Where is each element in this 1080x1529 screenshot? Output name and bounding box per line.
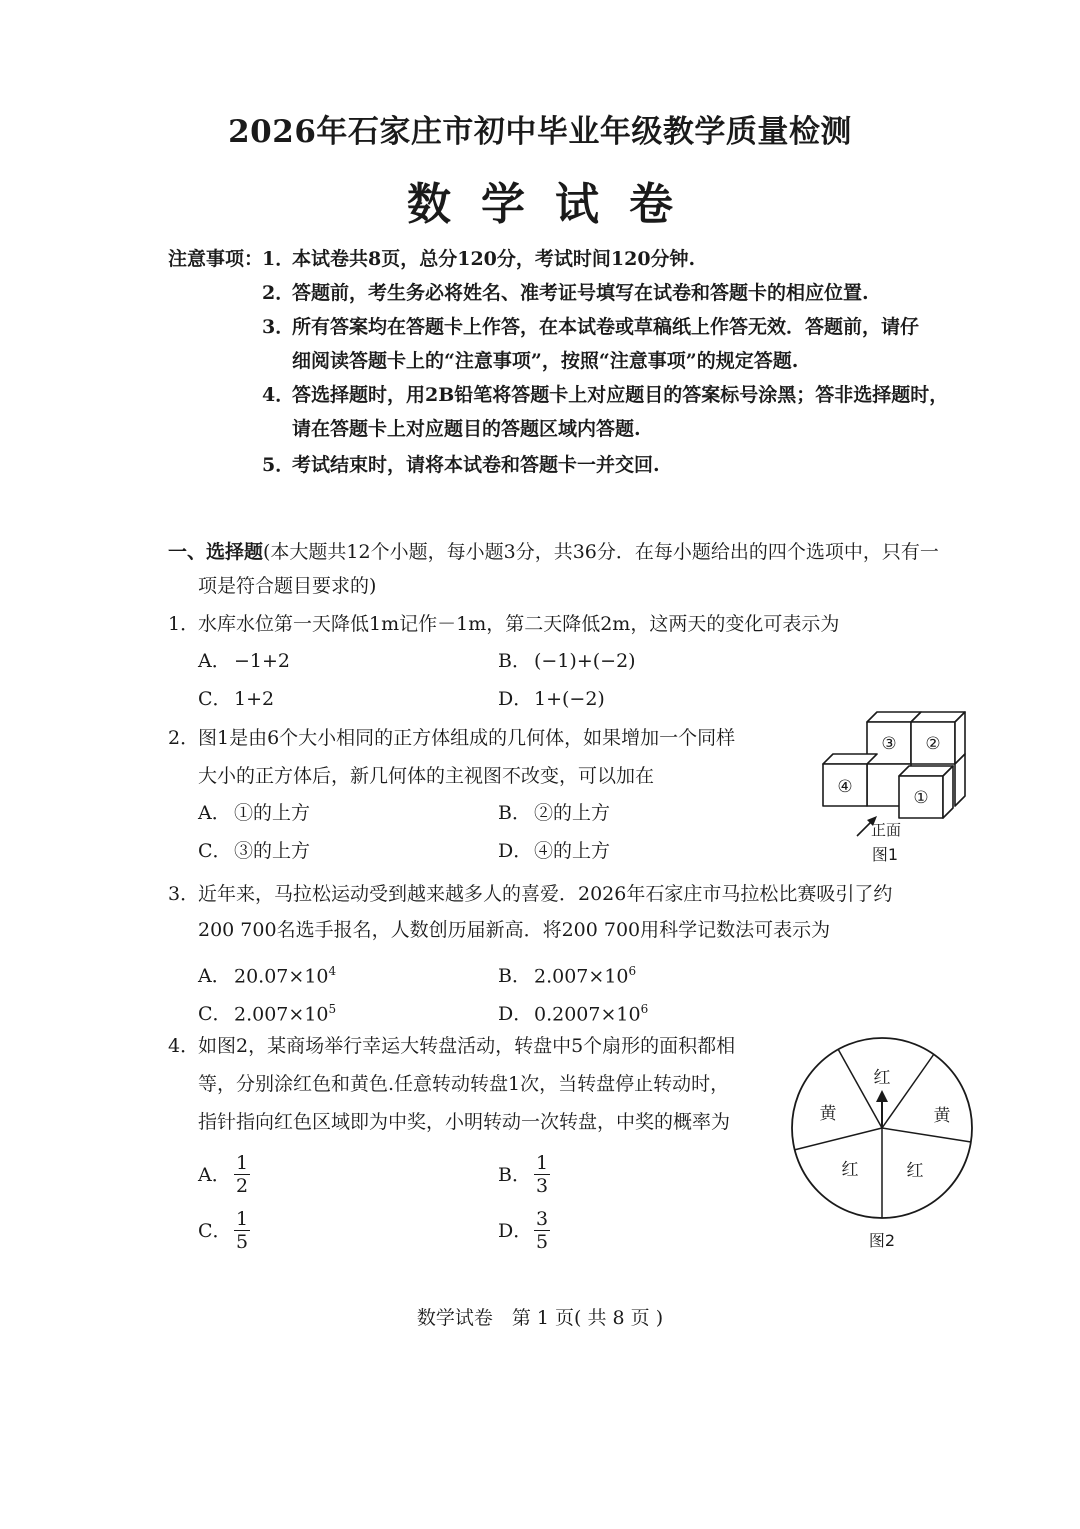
cube-mark-2: ② [925, 734, 941, 754]
option-label: C． [198, 688, 232, 710]
fraction [234, 1208, 250, 1253]
section-label: 一、选择题 [168, 541, 264, 563]
exam-header-title: 2026年石家庄市初中毕业年级教学质量检测 [228, 114, 852, 150]
option-label: B． [498, 802, 531, 824]
option-1-c[interactable] [198, 684, 274, 714]
question-number: 1． [168, 613, 200, 635]
question-text: 图1是由6个大小相同的正方体组成的几何体，如果增加一个同样 [198, 727, 736, 749]
option-text: ①的上方 [234, 802, 311, 824]
option-label: B． [498, 650, 531, 672]
figure-2-spinner [784, 1030, 984, 1258]
option-4-c[interactable] [198, 1208, 250, 1253]
fraction-numerator: 1 [236, 1152, 249, 1174]
option-label: C． [198, 840, 232, 862]
option-1-b[interactable] [498, 646, 636, 676]
option-4-a[interactable] [198, 1152, 250, 1197]
figure-1-cubes [815, 702, 985, 872]
option-label: B． [498, 1163, 531, 1186]
notice-item-number: 3． [262, 316, 295, 338]
fraction-numerator: 1 [236, 1208, 249, 1230]
fraction-numerator: 1 [536, 1152, 549, 1174]
fraction-denominator: 5 [536, 1231, 549, 1253]
notice-item-text: 本试卷共8页，总分120分，考试时间120分钟. [292, 248, 696, 270]
sector-label-bottom-left: 红 [841, 1160, 859, 1180]
option-3-b[interactable] [498, 956, 636, 991]
fraction [234, 1152, 250, 1197]
sector-label-left: 黄 [819, 1104, 837, 1124]
notice-item-text: 所有答案均在答题卡上作答，在本试卷或草稿纸上作答无效．答题前，请仔 [292, 316, 920, 338]
option-4-d[interactable] [498, 1208, 550, 1253]
question-text: 水库水位第一天降低1m记作－1m，第二天降低2m，这两天的变化可表示为 [198, 613, 840, 635]
section-description: (本大题共12个小题，每小题3分，共36分．在每小题给出的四个选项中，只有一 [263, 541, 939, 563]
option-text: ②的上方 [534, 802, 611, 824]
option-1-a[interactable] [198, 646, 290, 676]
question-3-cont: 200 700名选手报名，人数创历届新高．将200 700用科学记数法可表示为 [198, 919, 831, 941]
notice-item-number: 4． [262, 384, 295, 406]
question-4-cont-2: 指针指向红色区域即为中奖，小明转动一次转盘，中奖的概率为 [198, 1111, 731, 1133]
option-3-a[interactable] [198, 956, 336, 991]
option-text: 2.007×10 [234, 1003, 329, 1026]
fraction [534, 1208, 550, 1253]
option-text: 1+(−2) [534, 688, 605, 710]
question-text: 近年来，马拉松运动受到越来越多人的喜爱．2026年石家庄市马拉松比赛吸引了约 [198, 883, 893, 905]
option-2-d[interactable] [498, 836, 610, 866]
question-number: 3． [168, 883, 200, 905]
option-3-d[interactable] [498, 994, 648, 1029]
option-text: 20.07×10 [234, 965, 329, 988]
notice-item-text: 细阅读答题卡上的“注意事项”，按照“注意事项”的规定答题. [292, 350, 799, 372]
option-text: ④的上方 [534, 840, 611, 862]
option-label: C． [198, 1219, 232, 1242]
figure-1-caption: 图1 [871, 845, 899, 864]
option-label: C． [198, 1003, 232, 1026]
notice-item-text: 请在答题卡上对应题目的答题区域内答题. [292, 418, 641, 440]
option-label: D． [498, 1219, 533, 1242]
notice-label: 注意事项： [168, 248, 264, 270]
sector-label-top: 红 [873, 1068, 891, 1088]
notice-item-number: 5． [262, 454, 295, 476]
cube-mark-1: ① [913, 788, 929, 808]
option-exponent: 6 [640, 1002, 649, 1016]
option-label: D． [498, 1003, 533, 1026]
option-2-c[interactable] [198, 836, 310, 866]
notice-item-text: 考试结束时，请将本试卷和答题卡一并交回. [292, 454, 660, 476]
question-2-cont: 大小的正方体后，新几何体的主视图不改变，可以加在 [198, 765, 655, 787]
notice-item-number: 2． [262, 282, 295, 304]
figure-2-caption: 图2 [868, 1231, 896, 1250]
option-text: −1+2 [234, 650, 291, 672]
sector-label-bottom-right: 红 [906, 1161, 924, 1181]
option-label: A． [198, 650, 231, 672]
exam-subject-title: 数学试卷 [407, 179, 703, 230]
section-header [168, 534, 976, 570]
fraction [534, 1152, 550, 1197]
option-text: 0.2007×10 [534, 1003, 641, 1026]
notice-item-text: 答题前，考生务必将姓名、准考证号填写在试卷和答题卡的相应位置. [292, 282, 869, 304]
option-label: D． [498, 840, 533, 862]
option-text: ③的上方 [234, 840, 311, 862]
fraction-denominator: 2 [236, 1175, 249, 1197]
option-label: A． [198, 1163, 231, 1186]
notice-item-number: 1． [262, 248, 295, 270]
question-number: 2． [168, 727, 200, 749]
option-1-d[interactable] [498, 684, 605, 714]
section-description-cont: 项是符合题目要求的) [198, 575, 377, 597]
option-text: (−1)+(−2) [534, 650, 636, 672]
question-text: 如图2，某商场举行幸运大转盘活动，转盘中5个扇形的面积都相 [198, 1035, 736, 1057]
option-2-a[interactable] [198, 798, 310, 828]
option-text: 2.007×10 [534, 965, 629, 988]
notice-item-text: 答选择题时，用2B铅笔将答题卡上对应题目的答案标号涂黑；答非选择题时， [292, 384, 949, 406]
option-exponent: 6 [628, 964, 637, 978]
fraction-denominator: 3 [536, 1175, 549, 1197]
fraction-denominator: 5 [236, 1231, 249, 1253]
option-exponent: 5 [328, 1002, 337, 1016]
option-label: A． [198, 965, 231, 988]
page-footer: 数学试卷 第 1 页( 共 8 页 ) [416, 1307, 664, 1329]
cube-mark-3: ③ [881, 734, 897, 754]
front-label: 正面 [871, 821, 902, 839]
option-text: 1+2 [234, 688, 275, 710]
option-label: B． [498, 965, 531, 988]
option-2-b[interactable] [498, 798, 610, 828]
option-3-c[interactable] [198, 994, 336, 1029]
question-number: 4． [168, 1035, 200, 1057]
option-label: A． [198, 802, 231, 824]
question-4-cont-1: 等，分别涂红色和黄色.任意转动转盘1次，当转盘停止转动时， [198, 1073, 730, 1095]
sector-label-right: 黄 [933, 1106, 951, 1126]
fraction-numerator: 3 [536, 1208, 549, 1230]
cube-mark-4: ④ [837, 777, 853, 797]
option-exponent: 4 [328, 964, 337, 978]
option-4-b[interactable] [498, 1152, 550, 1197]
option-label: D． [498, 688, 533, 710]
